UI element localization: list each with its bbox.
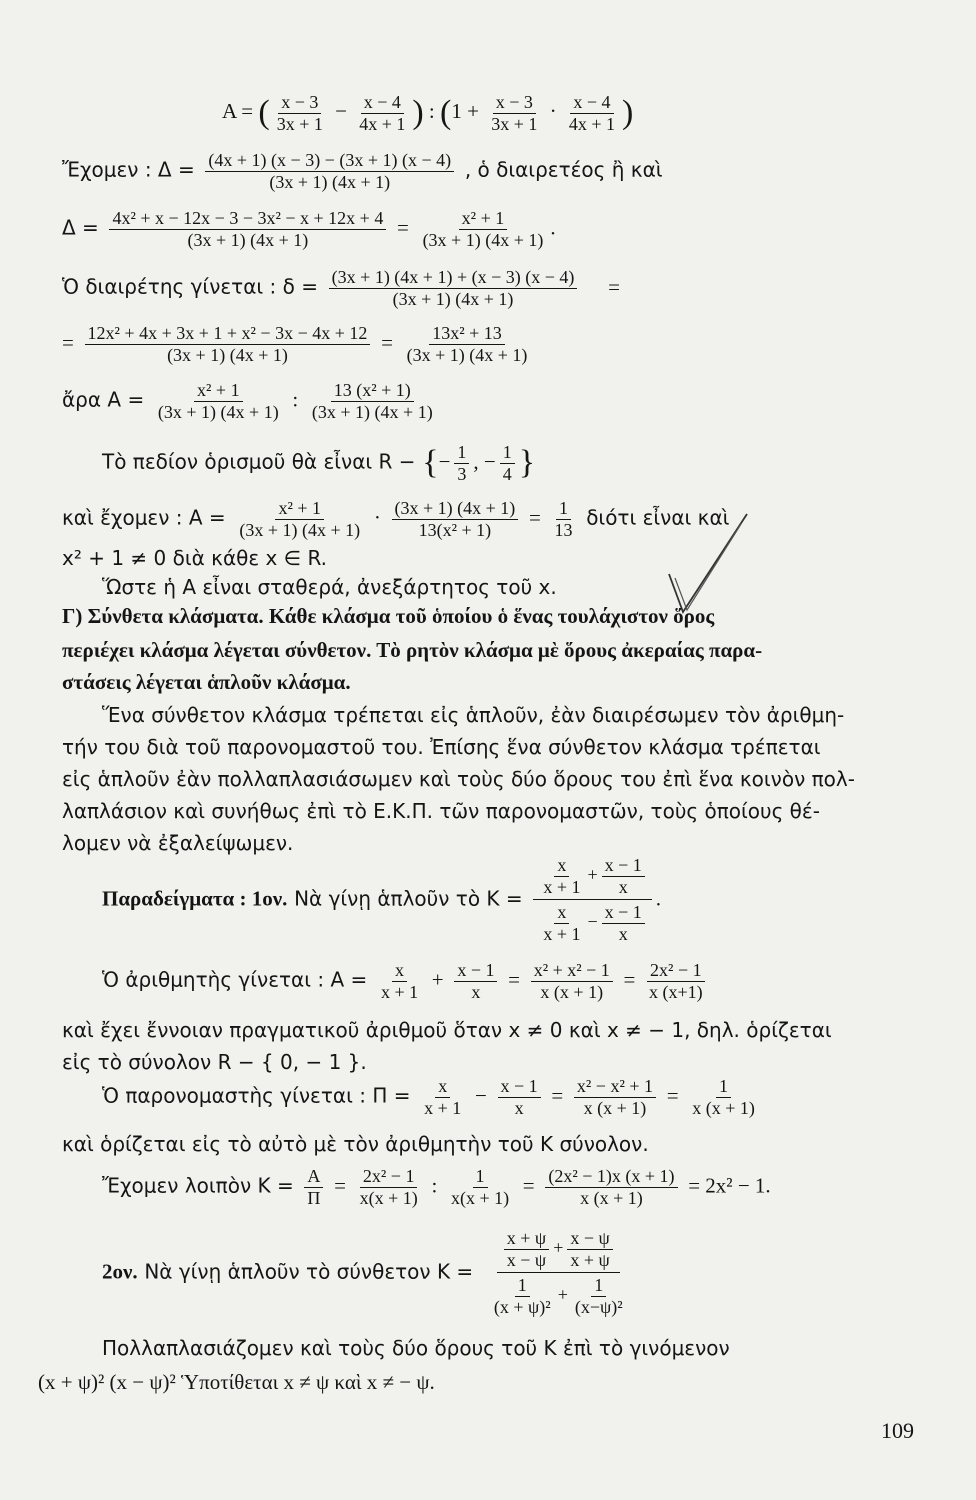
operator: · [373,505,381,530]
numerator: x − 3 [493,92,536,114]
operator: + [557,1284,568,1305]
denominator: (3x + 1) (4x + 1) [392,288,514,309]
example-2-heading [102,1228,637,1318]
conclusion-statement: Ὥστε ἡ A εἶναι σταθερά, ἀνεξάρτητος τοῦ x. [102,575,557,599]
eq-tail: , ὁ διαιρετέος ἢ καὶ [464,157,663,182]
denominator: x + 1 [380,981,419,1002]
pencil-checkmark-icon [665,512,755,617]
denominator: (3x + 1) (4x + 1) [311,401,433,422]
denominator: 4x + 1 [359,113,406,134]
fraction [392,498,519,540]
numerator: x² − x² + 1 [574,1076,656,1098]
compound-denominator [484,1273,633,1317]
eq-tail: . [655,886,662,911]
operator: : [431,1173,438,1198]
defined-line: καὶ ὁρίζεται εἰς τὸ αὐτὸ μὲ τὸν ἀριθμητὴν τοῦ K σύνολον. [62,1132,649,1156]
eq-label: Δ = [62,215,99,240]
eq-label: Ὁ διαιρέτης γίνεται : δ = [62,274,318,299]
numerator: 1 [500,442,515,464]
compound-fraction [533,855,651,945]
denominator: Π [307,1187,321,1208]
denominator: x (x + 1) [583,1097,647,1118]
operator: : [292,387,299,412]
denominator: (3x + 1) (4x + 1) [239,519,361,540]
fraction [498,1076,541,1118]
equation-divisor-expanded [62,323,534,365]
paren-open: ( [440,94,452,132]
operator: · [549,99,557,123]
fraction [378,960,421,1002]
denominator: x [618,924,628,945]
equation-delta-2 [62,208,556,250]
fraction [304,1166,323,1208]
section-heading-line2: περιέχει κλάσμα λέγεται σύνθετον. Τὸ ρητὸν κλάσμα μὲ ὅρους ἀκεραίας παρα- [62,638,763,662]
numerator: 12x² + 4x + 3x + 1 + x² − 3x − 4x + 12 [85,323,371,345]
example-1-denominator [102,1076,762,1118]
denominator: x (x + 1) [580,1187,643,1208]
example-label: 2ον. [102,1259,138,1284]
paren-close: ) [412,94,424,132]
operator: = [551,1083,564,1108]
example-text: Νὰ γίνῃ ἁπλοῦν τὸ σύνθετον K = [144,1259,474,1284]
denominator: (3x + 1) (4x + 1) [157,401,279,422]
paren-close: ) [622,94,634,132]
operator: = [334,1173,346,1198]
numerator: x − 1 [498,1076,541,1098]
denominator: (3x + 1) (4x + 1) [406,344,528,365]
numerator: x − 1 [602,855,645,877]
denominator: 4x + 1 [568,113,615,134]
denominator: x + 1 [424,1097,462,1118]
operator: = [508,967,520,992]
denominator: x(x + 1) [359,1187,418,1208]
eq-tail: . [550,215,556,240]
separator: , − [473,449,496,474]
operator: = [528,505,541,530]
denominator: x [514,1097,524,1118]
fraction [504,1228,549,1270]
denominator: 3 [457,463,467,484]
eq-lhs: A = [222,99,254,123]
eq-tail: διότι εἶναι καὶ [586,505,730,530]
section-heading-line3: στάσεις λέγεται ἁπλοῦν κλάσμα. [62,670,351,694]
eq-label: Ἔχομεν λοιπὸν K = [102,1173,294,1198]
denominator: (3x + 1) (4x + 1) [422,229,544,250]
fraction [274,92,326,134]
numerator: x [435,1076,450,1098]
fraction [566,92,618,134]
numerator: (4x + 1) (x − 3) − (3x + 1) (x − 4) [205,150,454,172]
denominator: x [471,981,481,1002]
equation-a-result [62,498,729,540]
domain-line [102,442,535,484]
paren-open: ( [258,94,270,132]
brace-open: { [422,444,439,482]
equation-a-definition [222,92,633,134]
denominator: x [618,876,628,897]
denominator: (x + ψ)² [493,1297,551,1318]
operator: + [553,1237,564,1258]
fraction [689,1076,758,1118]
numerator: x − 4 [361,92,404,114]
eq-label: καὶ ἔχομεν : A = [62,505,226,530]
denominator: 13 [554,519,573,540]
fraction [356,92,408,134]
example-1-heading [102,855,661,945]
equation-a-ratio [62,380,440,422]
paragraph-line: Ἕνα σύνθετον κλάσμα τρέπεται εἰς ἁπλοῦν, ἐὰν διαιρέσωμεν τὸν ἀριθμη- [102,703,845,727]
numerator: 13 (x² + 1) [331,380,414,402]
fraction [602,855,645,897]
eq-label: = [62,330,74,355]
condition-line: καὶ ἔχει ἔννοιαν πραγματικοῦ ἀριθμοῦ ὅταν x ≠ 0 καὶ x ≠ − 1, δηλ. ὁρίζεται [62,1018,832,1042]
paragraph-line: λομεν νὰ ἐξαλείψωμεν. [62,831,294,855]
term: 1 + [451,99,479,123]
fraction [357,1166,421,1208]
fraction [421,1076,464,1118]
denominator: x (x + 1) [692,1097,755,1118]
numerator: x − 3 [278,92,321,114]
fraction [602,902,645,944]
fraction [155,380,282,422]
denominator: (x−ψ)² [574,1297,623,1318]
operator: = [522,1173,535,1198]
numerator: (3x + 1) (4x + 1) [392,498,519,520]
condition-line-2: εἰς τὸ σύνολον R − { 0, − 1 }. [62,1050,367,1074]
numerator: x + ψ [504,1228,549,1250]
fraction [420,208,547,250]
numerator: x − 4 [570,92,613,114]
denominator: (3x + 1) (4x + 1) [269,171,391,192]
fraction [567,1228,612,1270]
example-label: Παραδείγματα : 1ον. [102,886,288,911]
operator: − [475,1083,487,1108]
compound-numerator [533,855,651,900]
operator: = [666,1083,679,1108]
eq-label: Ὁ ἀριθμητὴς γίνεται : A = [102,967,368,992]
nonzero-statement: x² + 1 ≠ 0 διὰ κάθε x ∈ R. [62,546,328,570]
denominator: 4 [502,463,512,484]
domain-text: Τὸ πεδίον ὁρισμοῦ θὰ εἶναι R − [102,449,416,474]
page-number: 109 [881,1418,914,1443]
equation-divisor [62,267,620,309]
numerator: x² + 1 [459,208,508,230]
section-heading: Γ) Σύνθετα κλάσματα. Κάθε κλάσμα τοῦ ὁποίου ὁ ἕνας τουλάχιστον ὅρος [62,604,715,628]
operator: + [587,864,598,885]
brace-close: } [518,444,536,482]
fraction [540,902,583,944]
fraction [500,442,515,484]
numerator: x² + 1 [194,380,243,402]
numerator: 2x² − 1 [647,960,705,982]
numerator: x − 1 [602,902,645,924]
denominator: (3x + 1) (4x + 1) [187,229,309,250]
fraction [574,1076,656,1118]
denominator: x (x + 1) [540,981,604,1002]
numerator: 13x² + 13 [429,323,505,345]
equation-delta-1 [62,150,663,192]
denominator: 3x + 1 [491,113,538,134]
numerator: (2x² − 1)x (x + 1) [545,1166,677,1188]
minus-sign: − [438,449,451,474]
operator: : [428,99,435,123]
fraction [85,323,371,365]
fraction [329,267,578,309]
compound-numerator [497,1228,620,1273]
paragraph-line: τήν του διὰ τοῦ παρονομαστοῦ του. Ἐπίσης ἕνα σύνθετον κλάσμα τρέπεται [62,735,821,759]
paragraph-line: εἰς ἁπλοῦν ἐὰν πολλαπλασιάσωμεν καὶ τοὺς δύο ὅρους του ἐπὶ ἕνα κοινὸν πολ- [62,767,855,791]
closing-line-2: (x + ψ)² (x − ψ)² Ὑποτίθεται x ≠ ψ καὶ x ≠ − ψ. [38,1370,435,1394]
eq-label: Ἔχομεν : Δ = [62,157,195,182]
numerator: 1 [716,1076,731,1098]
fraction [236,498,363,540]
eq-label: Ὁ παρονομαστὴς γίνεται : Π = [102,1083,411,1108]
fraction [454,960,497,1002]
numerator: x [392,960,407,982]
operator: + [431,967,444,992]
fraction [404,323,531,365]
eq-tail: = [608,274,620,299]
compound-denominator [533,900,651,944]
result-value: = 2x² − 1. [688,1173,771,1198]
denominator: (3x + 1) (4x + 1) [167,344,288,365]
denominator: x − ψ [506,1249,547,1270]
fraction [540,855,583,897]
operator: = [381,330,393,355]
example-text: Νὰ γίνῃ ἁπλοῦν τὸ K = [294,886,523,911]
fraction [531,960,613,1002]
numerator: x² + x² − 1 [531,960,613,982]
denominator: x (x+1) [649,981,703,1002]
example-1-numerator [102,960,710,1002]
fraction [448,1166,512,1208]
denominator: x + 1 [543,924,581,945]
closing-line: Πολλαπλασιάζομεν καὶ τοὺς δύο ὅρους τοῦ K ἐπὶ τὸ γινόμενον [102,1336,730,1360]
numerator: x [554,855,569,877]
numerator: 4x² + x − 12x − 3 − 3x² − x + 12x + 4 [109,208,386,230]
numerator: x² + 1 [275,498,324,520]
denominator: 3x + 1 [276,113,323,134]
example-1-result [102,1166,771,1208]
operator: = [623,967,636,992]
numerator: x − 1 [454,960,497,982]
fraction [491,1275,554,1317]
fraction [646,960,706,1002]
numerator: x − ψ [567,1228,612,1250]
numerator: 1 [591,1275,606,1297]
numerator: 2x² − 1 [360,1166,418,1188]
denominator: x + 1 [543,876,581,897]
fraction [552,498,576,540]
denominator: x + ψ [570,1249,610,1270]
operator: − [335,99,347,123]
eq-label: ἄρα A = [62,387,145,412]
paragraph-line: λαπλάσιον καὶ συνήθως ἐπὶ τὸ Ε.Κ.Π. τῶν παρονομαστῶν, τοὺς ὁποίους θέ- [62,799,820,823]
operator: = [397,215,409,240]
numerator: (3x + 1) (4x + 1) + (x − 3) (x − 4) [329,267,578,289]
denominator: 13(x² + 1) [418,519,492,540]
numerator: x [554,902,569,924]
numerator: 1 [454,442,469,464]
numerator: 1 [515,1275,530,1297]
fraction [454,442,469,484]
denominator: x(x + 1) [450,1187,510,1208]
compound-fraction [484,1228,633,1318]
fraction [309,380,436,422]
numerator: 1 [556,498,571,520]
fraction [488,92,540,134]
numerator: A [304,1166,323,1188]
fraction [109,208,386,250]
fraction [572,1275,626,1317]
operator: − [587,911,598,932]
fraction [545,1166,677,1208]
fraction [205,150,454,192]
numerator: 1 [473,1166,488,1188]
